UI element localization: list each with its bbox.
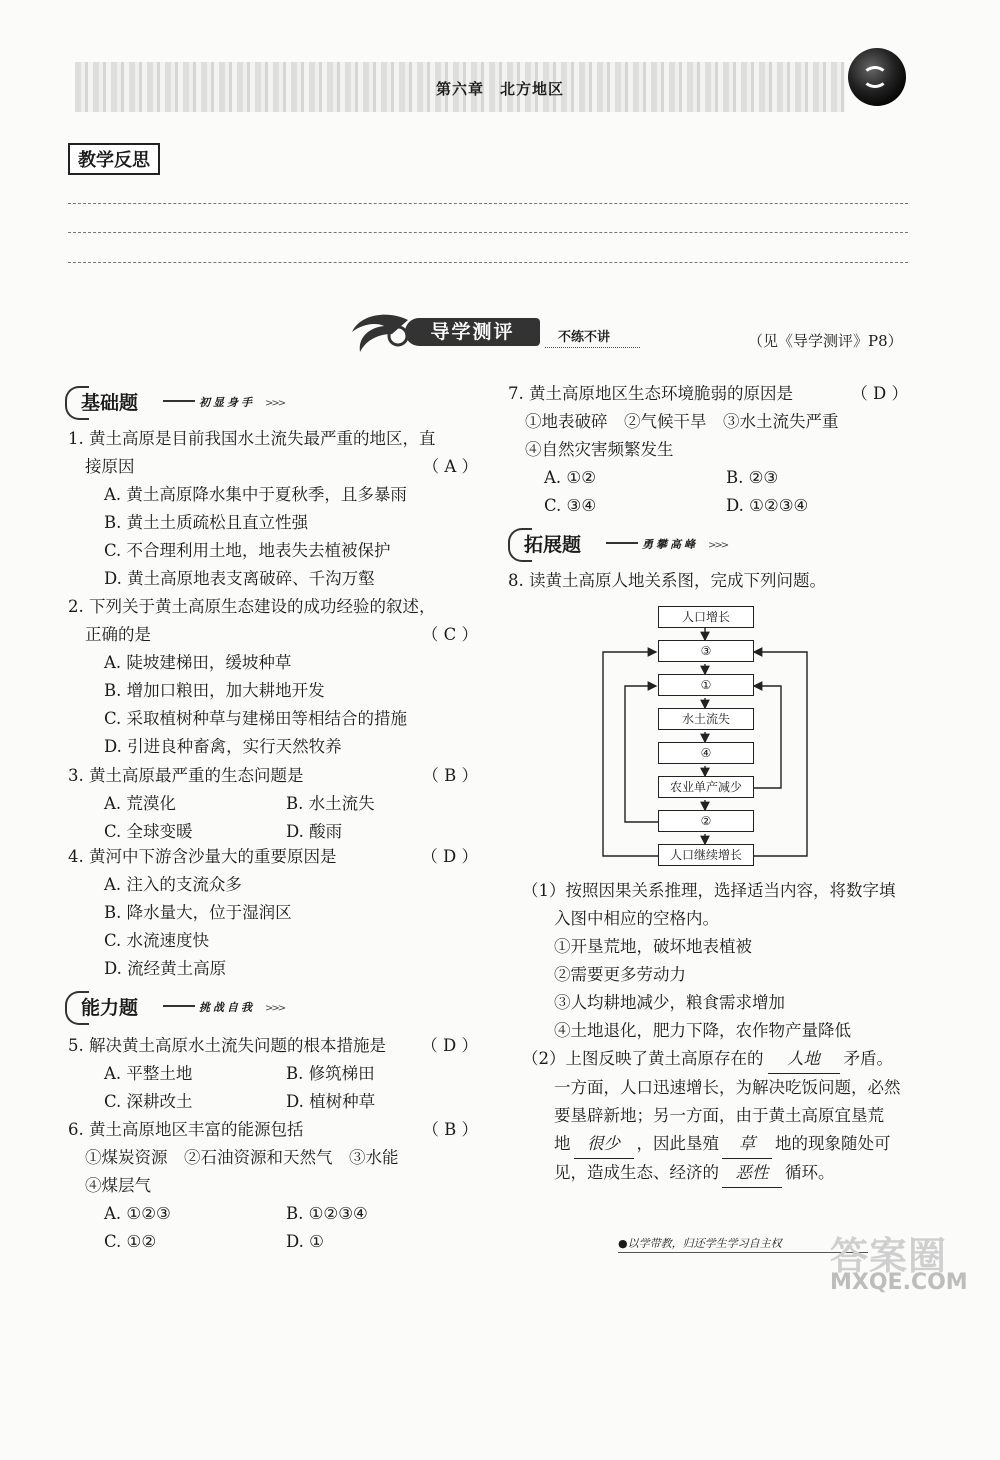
answer-fill: 恶性 xyxy=(722,1159,782,1188)
writing-line xyxy=(68,203,908,204)
flow-box: 人口增长 xyxy=(658,606,754,628)
banner-title: 导学测评 xyxy=(405,318,540,346)
question-1 xyxy=(68,425,478,593)
reference-note: （见《导学测评》P8） xyxy=(748,332,903,350)
option: ④土地退化，肥力下降，农作物产量降低 xyxy=(554,1021,851,1040)
section-title: 拓展题 xyxy=(524,534,582,556)
question-8-part2: （2）上图反映了黄土高原存在的 人地 矛盾。 一方面，人口迅速增长，为解决吃饭问题，必然 要垦辟新地；另一方面，由于黄土高原宜垦荒 地 很少 ，因此垦殖 草 地的现象随处可 见，造成生态、经济的 恶性 循环。 xyxy=(522,1045,912,1188)
flowchart xyxy=(595,600,815,870)
option: D. ①②③④ xyxy=(726,496,809,515)
mascot-logo-icon xyxy=(848,48,906,106)
section-subtitle: 勇攀高峰 xyxy=(642,538,698,551)
flow-box: ④ xyxy=(658,742,754,764)
section-ability xyxy=(65,993,305,1025)
question-stem: 2. 下列关于黄土高原生态建设的成功经验的叙述， xyxy=(68,597,436,616)
reflection-title: 教学反思 xyxy=(68,143,160,175)
arrows-icon: >>> xyxy=(265,398,285,409)
option: C. ①② xyxy=(104,1232,157,1251)
question-stem: 入图中相应的空格内。 xyxy=(554,909,719,928)
question-2 xyxy=(68,593,478,761)
question-3 xyxy=(68,762,478,846)
watermark-url: MXQE.COM xyxy=(830,1270,968,1295)
question-stem: 5. 解决黄土高原水土流失问题的根本措施是 xyxy=(68,1036,386,1055)
option: D. 引进良种畜禽，实行天然牧养 xyxy=(104,737,342,756)
question-6 xyxy=(68,1116,478,1256)
question-stem: 3. 黄土高原最严重的生态问题是 xyxy=(68,766,304,785)
option: D. 流经黄土高原 xyxy=(104,959,227,978)
footer-slogan: ●以学带教，归还学生学习自主权 xyxy=(618,1237,782,1250)
watermark-logo: 答案圈 xyxy=(830,1234,948,1278)
flow-box: 农业单产减少 xyxy=(658,776,754,798)
question-stem: ④煤层气 xyxy=(85,1176,151,1195)
answer-fill: 草 xyxy=(722,1130,772,1159)
option: A. 注入的支流众多 xyxy=(104,875,242,894)
option: D. 植树种草 xyxy=(286,1092,376,1111)
question-stem: ①地表破碎 ②气候干旱 ③水土流失严重 xyxy=(525,412,839,431)
writing-line xyxy=(68,232,908,233)
flow-box: 水土流失 xyxy=(658,708,754,730)
option: B. 增加口粮田，加大耕地开发 xyxy=(104,681,325,700)
answer: （ C ） xyxy=(421,625,478,644)
answer: （ D ） xyxy=(421,1036,478,1055)
question-stem: ④自然灾害频繁发生 xyxy=(525,440,674,459)
answer: （ D ） xyxy=(851,384,908,403)
flow-box: ③ xyxy=(658,640,754,662)
option: C. 深耕改土 xyxy=(104,1092,193,1111)
option: A. 荒漠化 xyxy=(104,794,176,813)
banner-underline xyxy=(545,347,640,348)
option: B. 降水量大，位于湿润区 xyxy=(104,903,292,922)
writing-line xyxy=(68,262,908,263)
answer: （ B ） xyxy=(422,1120,478,1139)
answer-fill: 人地 xyxy=(768,1045,840,1074)
section-extend xyxy=(508,530,748,562)
question-8-part1 xyxy=(522,877,912,1045)
option: C. 水流速度快 xyxy=(104,931,210,950)
chapter-title: 第六章 北方地区 xyxy=(435,80,564,98)
option: D. 酸雨 xyxy=(286,822,343,841)
question-stem: （1）按照因果关系推理，选择适当内容，将数字填 xyxy=(522,881,896,900)
option: B. ①②③④ xyxy=(286,1204,368,1223)
option: B. 黄土土质疏松且直立性强 xyxy=(104,513,309,532)
answer: （ B ） xyxy=(422,766,478,785)
option: A. 平整土地 xyxy=(104,1064,193,1083)
question-5 xyxy=(68,1032,478,1116)
option: C. 不合理利用土地，地表失去植被保护 xyxy=(104,541,391,560)
section-basic xyxy=(65,388,305,420)
option: B. 修筑梯田 xyxy=(286,1064,375,1083)
option: D. ① xyxy=(286,1232,324,1251)
option: A. ①②③ xyxy=(104,1204,171,1223)
section-subtitle: 初显身手 xyxy=(199,396,255,409)
question-7 xyxy=(508,380,908,520)
option: C. ③④ xyxy=(544,496,597,515)
answer-fill: 很少 xyxy=(574,1130,634,1159)
question-stem: ①煤炭资源 ②石油资源和天然气 ③水能 xyxy=(85,1148,399,1167)
option: A. 陡坡建梯田，缓坡种草 xyxy=(104,653,292,672)
section-title: 基础题 xyxy=(81,392,139,414)
question-stem: 6. 黄土高原地区丰富的能源包括 xyxy=(68,1120,304,1139)
banner-tag: 不练不讲 xyxy=(558,330,611,345)
question-stem: 4. 黄河中下游含沙量大的重要原因是 xyxy=(68,847,337,866)
question-stem: 正确的是 xyxy=(85,625,151,644)
option: A. 黄土高原降水集中于夏秋季，且多暴雨 xyxy=(104,485,407,504)
question-4 xyxy=(68,843,478,983)
option: ①开垦荒地，破坏地表植被 xyxy=(554,937,752,956)
arrows-icon: >>> xyxy=(708,540,728,551)
flow-box: 人口继续增长 xyxy=(658,844,754,866)
answer: （ D ） xyxy=(421,847,478,866)
question-stem: 1. 黄土高原是目前我国水土流失最严重的地区，直 xyxy=(68,429,436,448)
section-subtitle: 挑战自我 xyxy=(199,1001,255,1014)
arrows-icon: >>> xyxy=(265,1003,285,1014)
option: C. 采取植树种草与建梯田等相结合的措施 xyxy=(104,709,408,728)
option: D. 黄土高原地表支离破碎、千沟万壑 xyxy=(104,569,375,588)
option: ②需要更多劳动力 xyxy=(554,965,686,984)
option: C. 全球变暖 xyxy=(104,822,193,841)
option: ③人均耕地减少，粮食需求增加 xyxy=(554,993,785,1012)
question-8-stem: 8. 读黄土高原人地关系图，完成下列问题。 xyxy=(508,571,826,590)
option: B. ②③ xyxy=(726,468,779,487)
question-stem: 7. 黄土高原地区生态环境脆弱的原因是 xyxy=(508,384,793,403)
option: B. 水土流失 xyxy=(286,794,375,813)
section-title: 能力题 xyxy=(81,997,139,1019)
option: A. ①② xyxy=(544,468,596,487)
answer: （ A ） xyxy=(422,457,478,476)
flow-box: ① xyxy=(658,674,754,696)
question-stem: 接原因 xyxy=(85,457,135,476)
flow-box: ② xyxy=(658,810,754,832)
